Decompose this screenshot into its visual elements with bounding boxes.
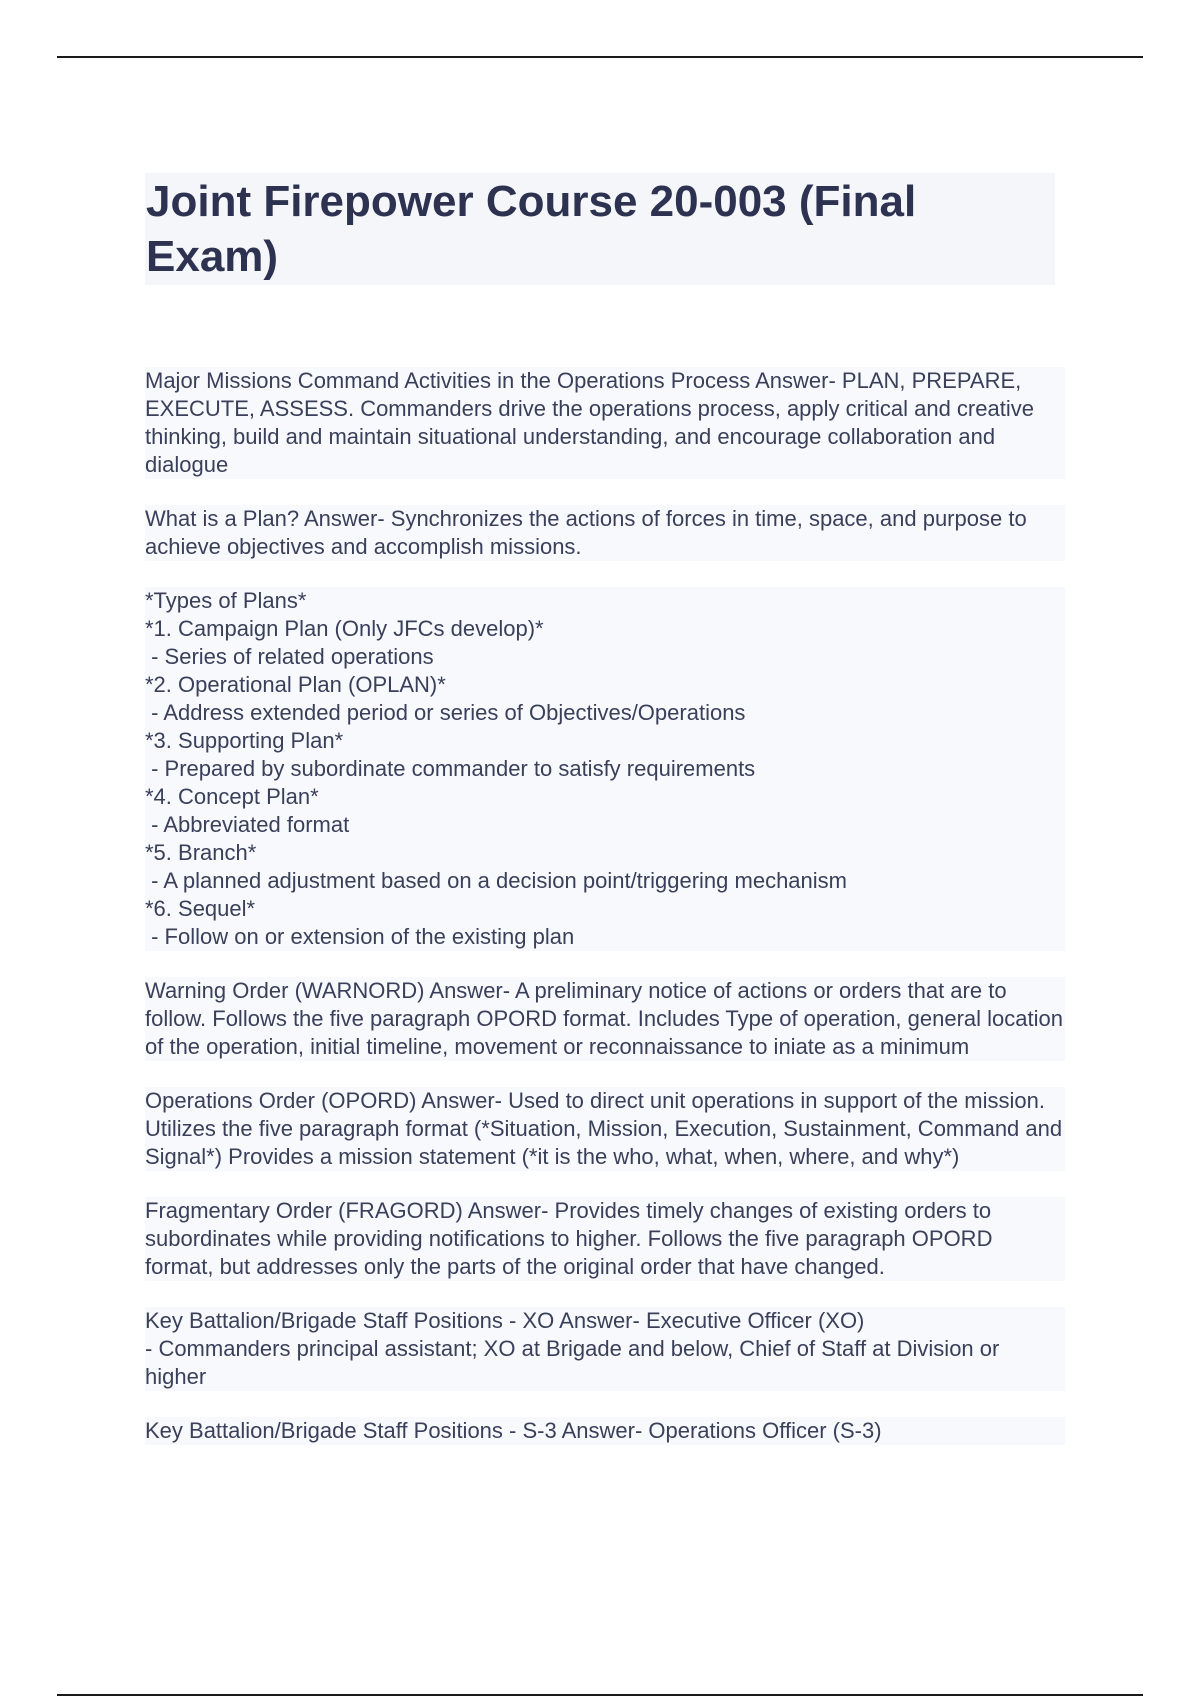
list-item: *4. Concept Plan* [145, 783, 1065, 811]
document-body [145, 367, 1065, 1471]
qa-warnord: Warning Order (WARNORD) Answer- A preliminary notice of actions or orders that are to follow. Follows the five paragraph OPORD format. Includes Type of operation, general location of the operation, initial timeline, movement or reconnaissance to iniate as a minimum [145, 977, 1065, 1061]
list-item: *2. Operational Plan (OPLAN)* [145, 671, 1065, 699]
qa-fragord: Fragmentary Order (FRAGORD) Answer- Provides timely changes of existing orders to subordinates while providing notifications to higher. Follows the five paragraph OPORD format, but addresses only the parts of the original order that have changed. [145, 1197, 1065, 1281]
list-item: *3. Supporting Plan* [145, 727, 1065, 755]
qa-s3: Key Battalion/Brigade Staff Positions - S-3 Answer- Operations Officer (S-3) [145, 1417, 1065, 1445]
types-heading: *Types of Plans* [145, 587, 1065, 615]
footer-rule [57, 1694, 1143, 1696]
list-item: - Address extended period or series of Objectives/Operations [145, 699, 1065, 727]
list-item: - Abbreviated format [145, 811, 1065, 839]
list-item: - Follow on or extension of the existing plan [145, 923, 1065, 951]
qa-xo: Key Battalion/Brigade Staff Positions - XO Answer- Executive Officer (XO) - Commanders principal assistant; XO at Brigade and below, Chief of Staff at Division or higher [145, 1307, 1065, 1391]
list-item: *5. Branch* [145, 839, 1065, 867]
list-item: *6. Sequel* [145, 895, 1065, 923]
header-rule [57, 56, 1143, 58]
list-item: - Prepared by subordinate commander to satisfy requirements [145, 755, 1065, 783]
qa-opord: Operations Order (OPORD) Answer- Used to direct unit operations in support of the mission. Utilizes the five paragraph format (*Situation, Mission, Execution, Sustainment, Command and Signal*) Provides a mission statement (*it is the who, what, when, where, and why*) [145, 1087, 1065, 1171]
list-item: - A planned adjustment based on a decision point/triggering mechanism [145, 867, 1065, 895]
qa-what-is-plan: What is a Plan? Answer- Synchronizes the actions of forces in time, space, and purpose to achieve objectives and accomplish missions. [145, 505, 1065, 561]
types-of-plans-list [145, 587, 1065, 951]
list-item: *1. Campaign Plan (Only JFCs develop)* [145, 615, 1065, 643]
page-title: Joint Firepower Course 20-003 (Final Exam) [146, 177, 917, 281]
qa-major-missions: Major Missions Command Activities in the Operations Process Answer- PLAN, PREPARE, EXECUTE, ASSESS. Commanders drive the operations process, apply critical and creative thinking, build and maintain situational understanding, and encourage collaboration and dialogue [145, 367, 1065, 479]
list-item: - Series of related operations [145, 643, 1065, 671]
